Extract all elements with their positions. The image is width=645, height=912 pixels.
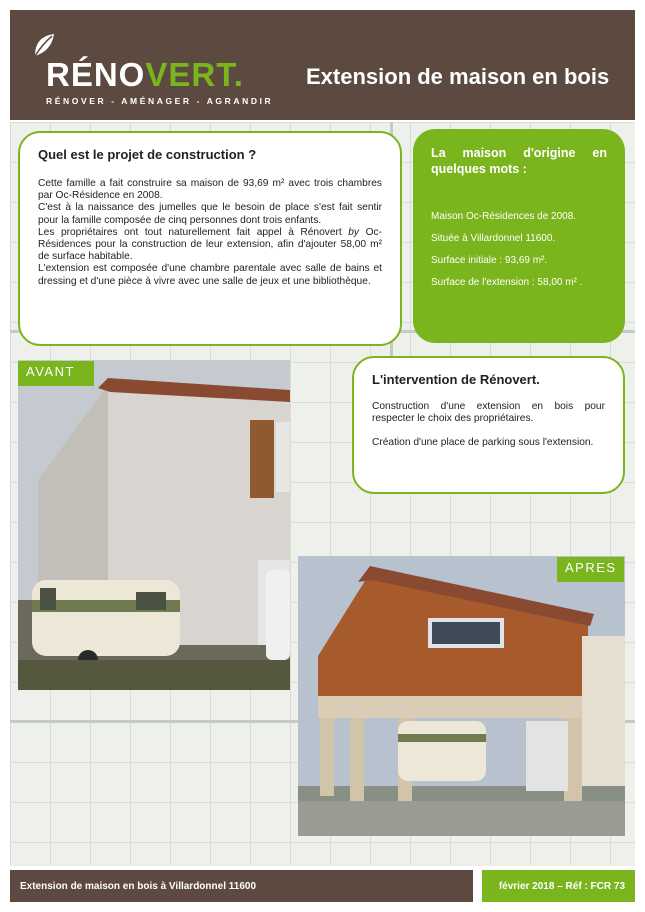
origin-title: La maison d'origine en quelques mots : bbox=[431, 146, 607, 176]
project-paragraph-3a: Les propriétaires ont tout naturellement fait appel à Rénovert bbox=[38, 226, 349, 238]
brand-name-part2: VERT. bbox=[145, 56, 244, 93]
house-before-illustration bbox=[18, 360, 290, 690]
project-paragraph-1: Cette famille a fait construire sa maison de 93,69 m² avec trois chambres par Oc-Résidence en 2008. bbox=[38, 178, 382, 202]
project-paragraph-2: C'est à la naissance des jumelles que le besoin de place s'est fait sentir pour la famille composée de cinq personnes dont trois enfants. bbox=[38, 202, 382, 226]
after-photo bbox=[298, 556, 625, 836]
origin-item: Maison Oc-Résidences de 2008. bbox=[431, 211, 577, 222]
brand-logo bbox=[32, 32, 274, 112]
project-paragraph-3 bbox=[38, 227, 382, 264]
brand-name-part1: RÉNO bbox=[46, 56, 146, 93]
house-after-illustration bbox=[298, 556, 625, 836]
intervention-paragraph-2: Création d'une place de parking sous l'extension. bbox=[372, 437, 594, 449]
before-label: AVANT bbox=[18, 361, 94, 386]
footer-reference: février 2018 – Réf : FCR 73 bbox=[482, 870, 635, 902]
origin-box bbox=[413, 129, 625, 343]
leaf-icon bbox=[32, 32, 58, 58]
page-header bbox=[10, 10, 635, 120]
project-paragraph-4: L'extension est composée d'une chambre parentale avec salle de bains et dressing et d'une pièce à vivre avec une salle de jeux et une bibliothèque. bbox=[38, 263, 382, 287]
brand-name bbox=[46, 58, 244, 91]
footer-caption: Extension de maison en bois à Villardonnel 11600 bbox=[10, 870, 473, 902]
intervention-title: L'intervention de Rénovert. bbox=[372, 372, 540, 387]
after-label: APRES bbox=[557, 557, 624, 582]
project-paragraph-3b: Oc-Résidences pour la construction de leur extension, afin d'ajouter 58,00 m² de surface habitable. bbox=[38, 226, 382, 263]
origin-item: Située à Villardonnel 11600. bbox=[431, 233, 556, 244]
page-title: Extension de maison en bois bbox=[306, 64, 610, 89]
brand-tagline: RÉNOVER - AMÉNAGER - AGRANDIR bbox=[46, 96, 274, 106]
origin-item: Surface initiale : 93,69 m². bbox=[431, 255, 548, 266]
origin-item: Surface de l'extension : 58,00 m² . bbox=[431, 277, 583, 288]
intervention-box bbox=[352, 356, 625, 494]
before-photo bbox=[18, 360, 290, 690]
intervention-paragraph-1: Construction d'une extension en bois pour respecter le choix des propriétaires. bbox=[372, 401, 605, 425]
origin-list bbox=[431, 211, 607, 288]
project-box bbox=[18, 131, 402, 346]
project-paragraph-3-by: by bbox=[348, 226, 360, 238]
project-title: Quel est le projet de construction ? bbox=[38, 147, 257, 162]
